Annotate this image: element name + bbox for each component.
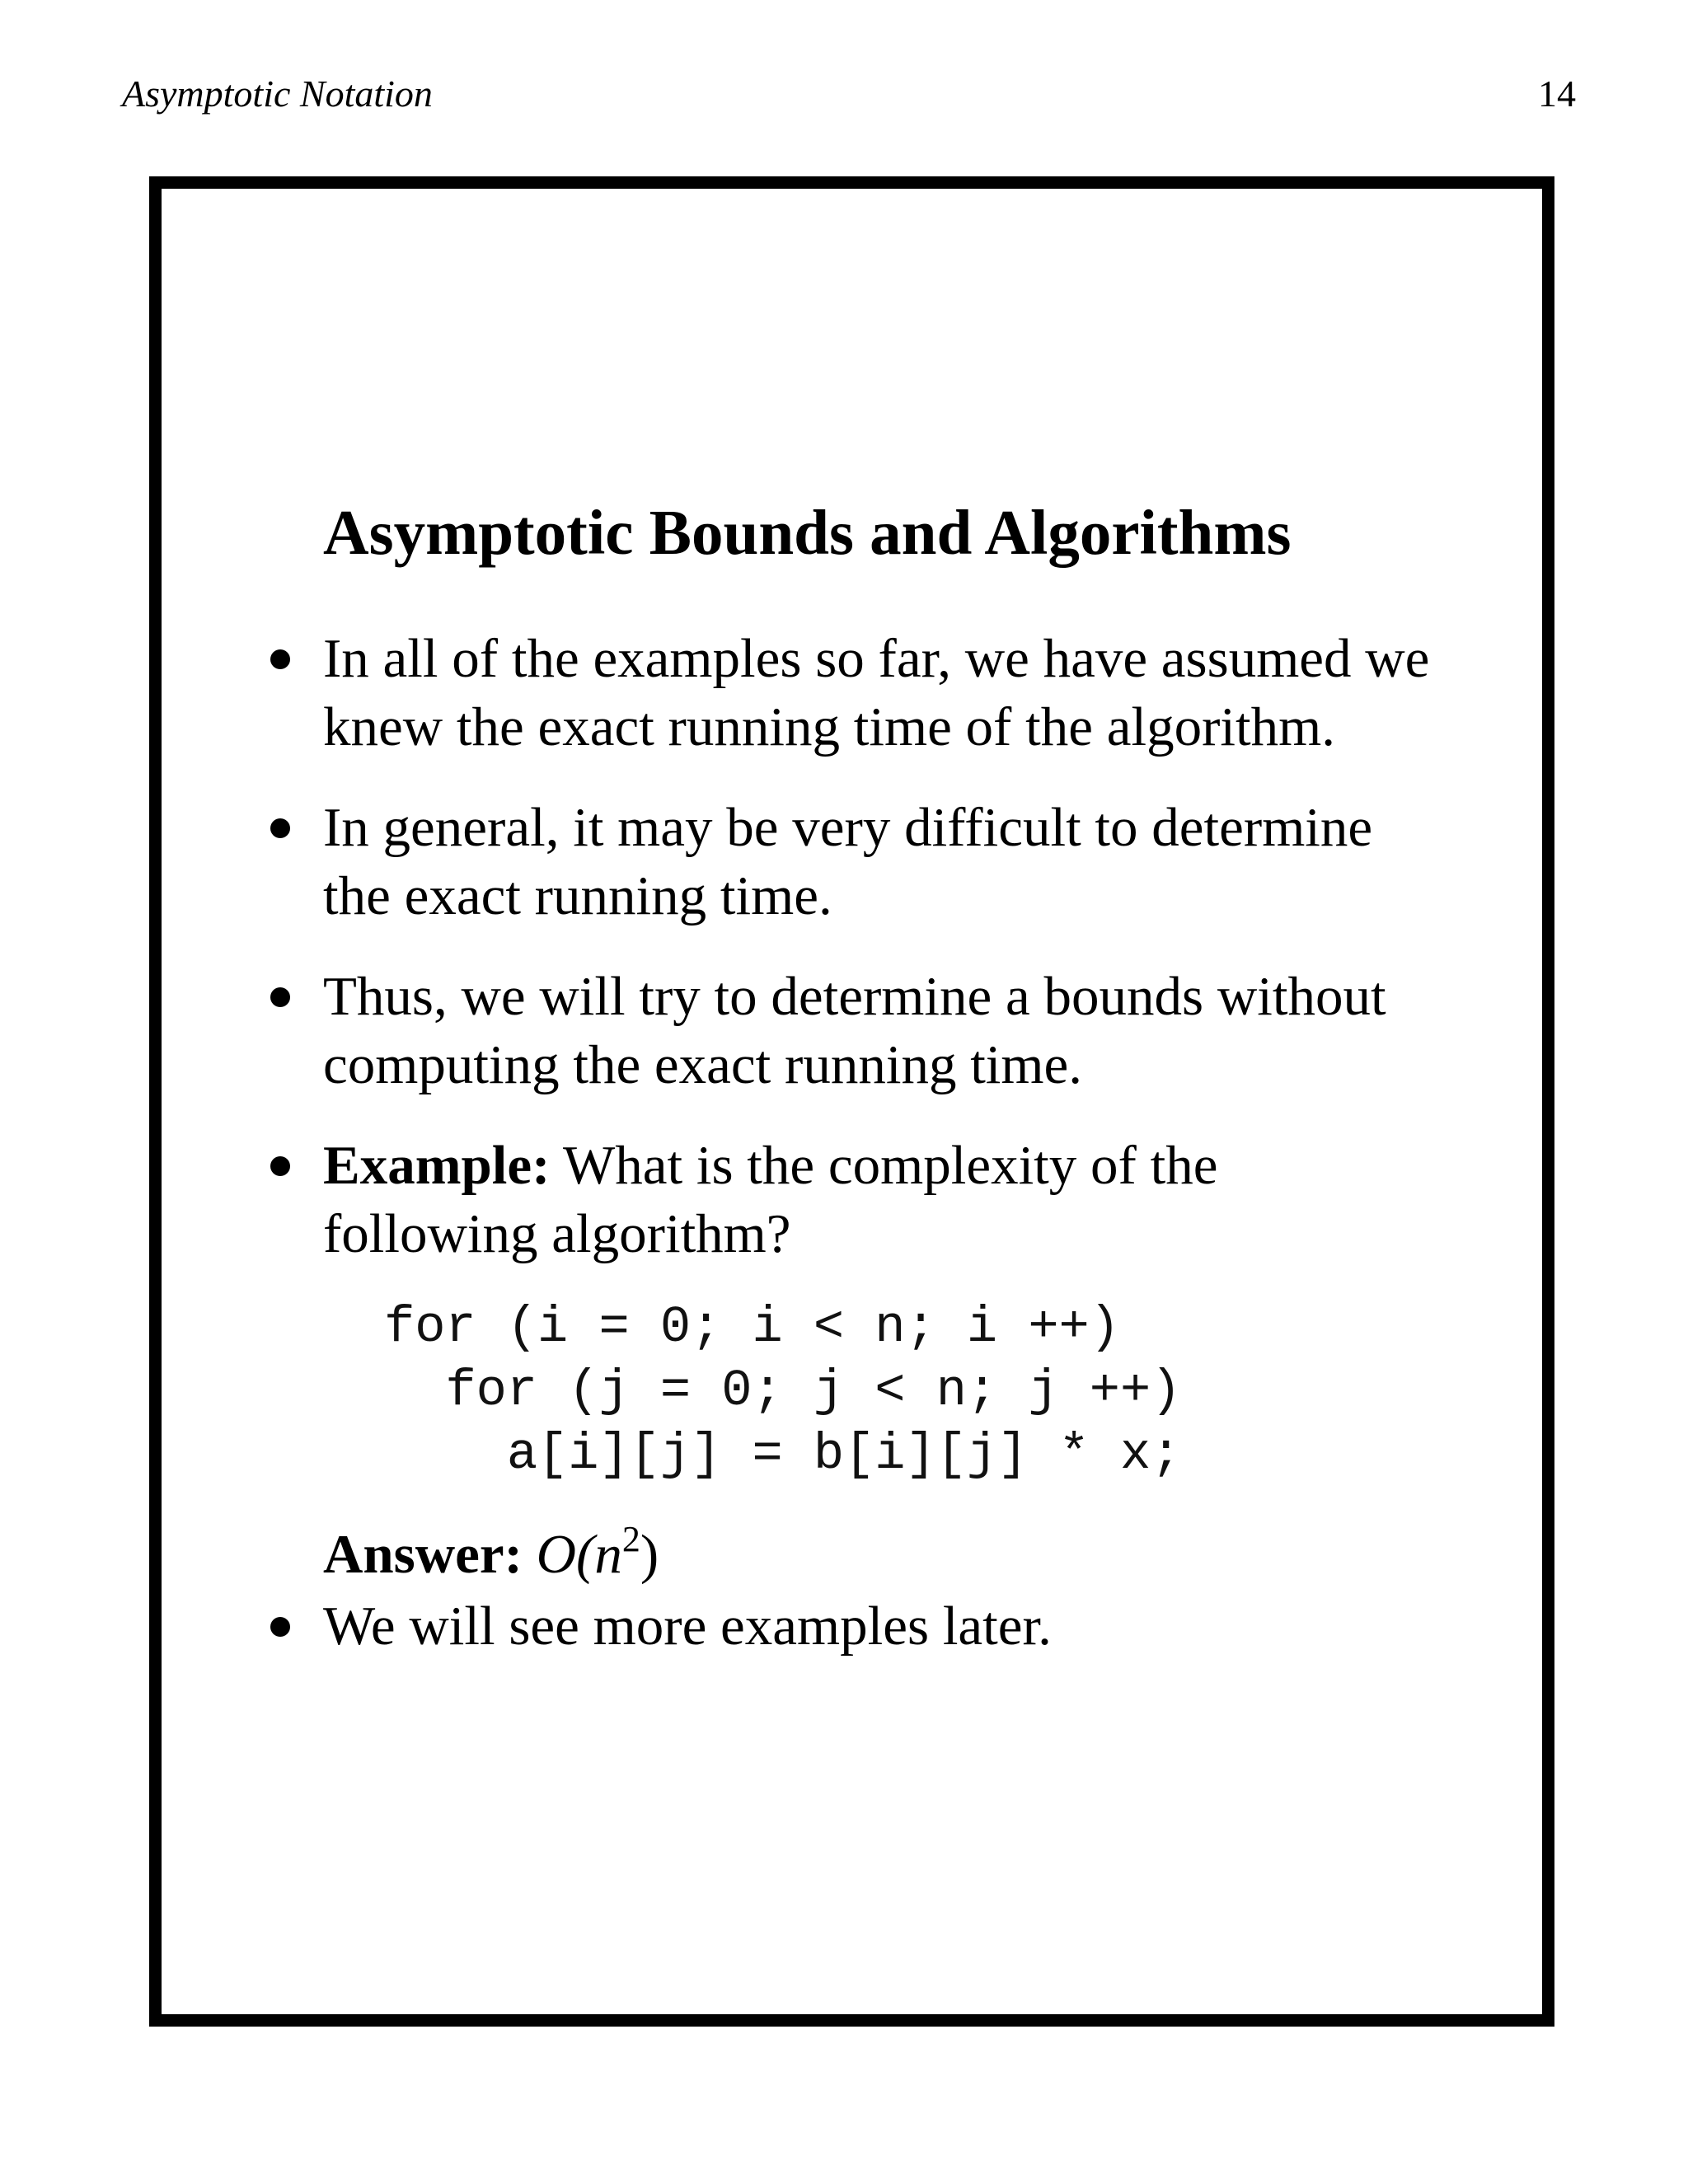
example-question-part: What is the complexity of the xyxy=(562,1135,1218,1196)
bullet-item xyxy=(323,1592,1477,1661)
bullet-item xyxy=(323,794,1477,930)
answer-line xyxy=(323,1505,659,1589)
bullet-text-line: Thus, we will try to determine a bounds without xyxy=(323,966,1386,1027)
running-header-title: Asymptotic Notation xyxy=(122,73,433,115)
bullet-dot xyxy=(270,1156,290,1176)
bullet-item xyxy=(323,625,1477,762)
bullet-text-line: In all of the examples so far, we have assumed we xyxy=(323,628,1430,689)
answer-expression xyxy=(536,1519,659,1585)
slide-title: Asymptotic Bounds and Algorithms xyxy=(323,497,1292,568)
bullet-dot xyxy=(270,818,290,838)
bullet-text-line: We will see more examples later. xyxy=(323,1596,1052,1657)
code-line: for (j = 0; j < n; j ++) xyxy=(384,1361,1182,1420)
page-number: 14 xyxy=(1538,73,1576,115)
bullet-dot xyxy=(270,987,290,1007)
bullet-text-line xyxy=(323,1132,1477,1200)
example-label: Example: xyxy=(323,1135,551,1196)
bullet-item xyxy=(323,1132,1477,1268)
bullet-text-line: the exact running time. xyxy=(323,865,832,926)
code-line: a[i][j] = b[i][j] * x; xyxy=(384,1425,1182,1483)
bullet-dot xyxy=(270,1617,290,1637)
answer-expr-exponent: 2 xyxy=(621,1519,640,1559)
code-block xyxy=(384,1296,1181,1486)
bullet-text-line: In general, it may be very difficult to determine xyxy=(323,797,1373,858)
bullet-item xyxy=(323,963,1477,1099)
code-line: for (i = 0; i < n; i ++) xyxy=(384,1298,1120,1357)
bullet-text-line: following algorithm? xyxy=(323,1203,791,1264)
answer-expr-base: O(n xyxy=(536,1524,622,1585)
slide-frame xyxy=(149,176,1554,2027)
bullet-text-line: knew the exact running time of the algorithm. xyxy=(323,696,1335,757)
answer-label: Answer: xyxy=(323,1524,523,1585)
answer-expr-close: ) xyxy=(640,1524,659,1585)
bullet-dot xyxy=(270,649,290,669)
bullet-text-line: computing the exact running time. xyxy=(323,1034,1083,1095)
